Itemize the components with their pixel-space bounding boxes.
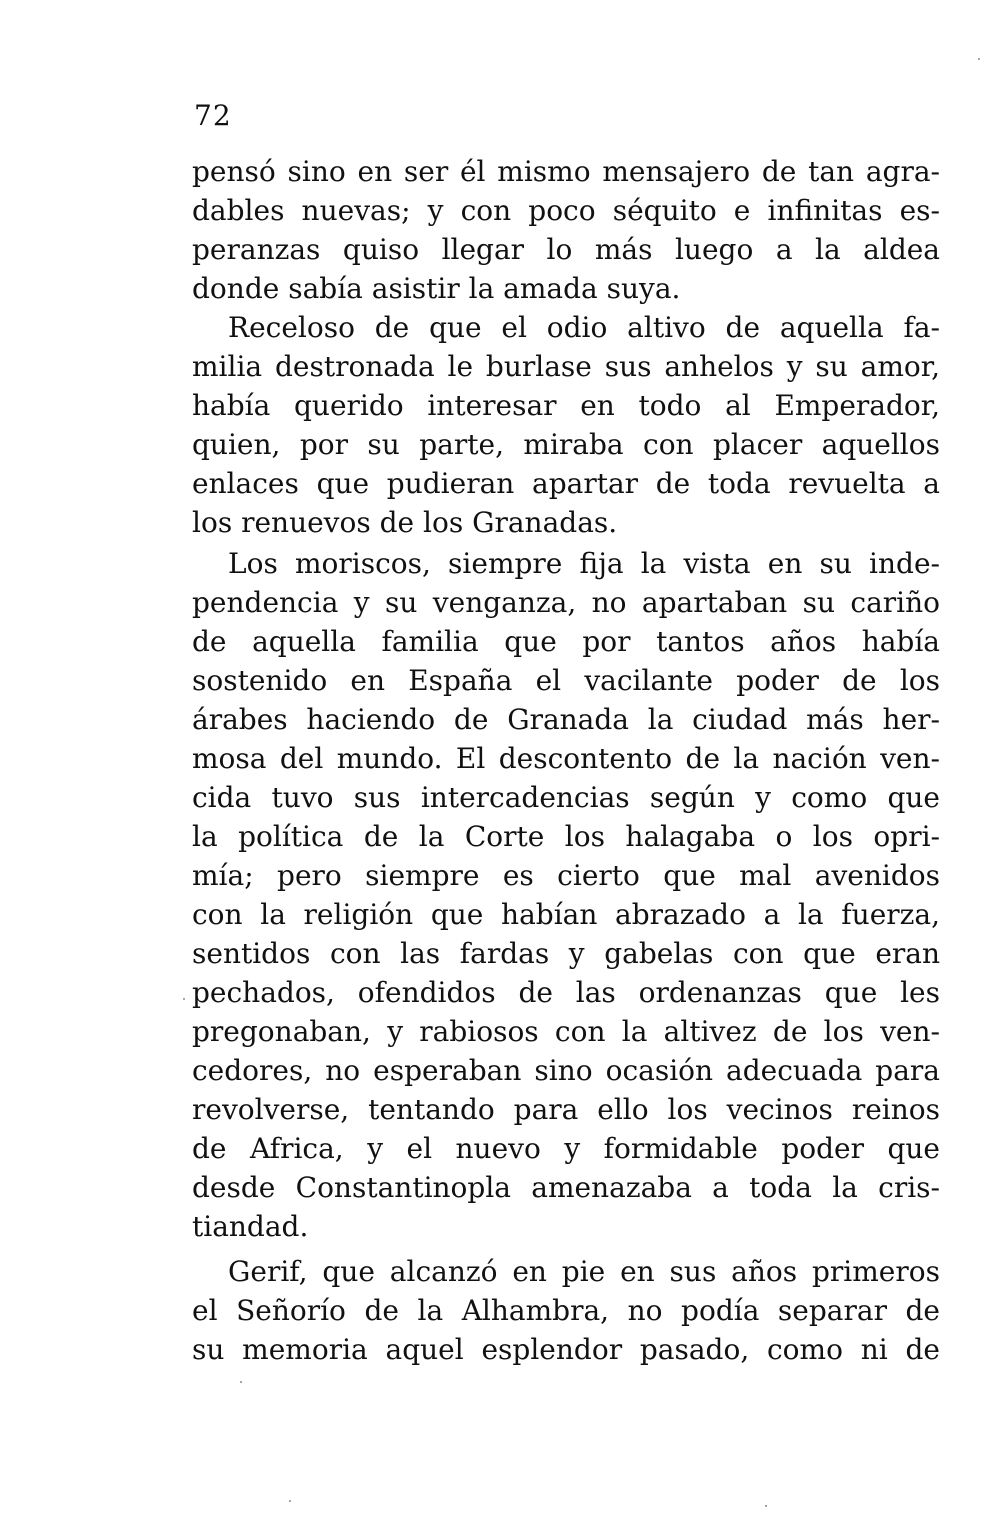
scan-speck	[183, 998, 185, 1000]
paragraph-start-line: Gerif, que alcanzó en pie en sus años primeros	[228, 1255, 940, 1288]
scan-speck	[240, 1381, 242, 1383]
text-line: la política de la Corte los halagaba o los opri-	[192, 820, 940, 853]
text-line: el Señorío de la Alhambra, no podía separar de	[192, 1294, 940, 1327]
paragraph-start-line: Los moriscos, siempre fija la vista en su inde-	[228, 547, 940, 580]
text-line: desde Constantinopla amenazaba a toda la cris-	[192, 1171, 940, 1204]
text-line: cida tuvo sus intercadencias según y como que	[192, 781, 940, 814]
text-line: mosa del mundo. El descontento de la nación ven-	[192, 742, 940, 775]
text-line: sostenido en España el vacilante poder de los	[192, 664, 940, 697]
paragraph-end-line: los renuevos de los Granadas.	[192, 506, 618, 539]
scan-speck	[765, 1505, 767, 1507]
scan-speck	[978, 58, 980, 60]
text-line: peranzas quiso llegar lo más luego a la aldea	[192, 233, 940, 266]
text-line: pechados, ofendidos de las ordenanzas que les	[192, 976, 940, 1009]
text-line: enlaces que pudieran apartar de toda revuelta a	[192, 467, 940, 500]
text-line: pendencia y su venganza, no apartaban su cariño	[192, 586, 940, 619]
text-line: de aquella familia que por tantos años había	[192, 625, 940, 658]
text-line: mía; pero siempre es cierto que mal avenidos	[192, 859, 940, 892]
paragraph-start-line: Receloso de que el odio altivo de aquella fa-	[228, 311, 940, 344]
text-line: con la religión que habían abrazado a la fuerza,	[192, 898, 940, 931]
text-line: milia destronada le burlase sus anhelos y su amor,	[192, 350, 940, 383]
text-line: pensó sino en ser él mismo mensajero de tan agra-	[192, 155, 940, 188]
text-line: su memoria aquel esplendor pasado, como ni de	[192, 1333, 940, 1366]
text-line: pregonaban, y rabiosos con la altivez de los ven-	[192, 1015, 940, 1048]
text-line: de Africa, y el nuevo y formidable poder que	[192, 1132, 940, 1165]
text-line: dables nuevas; y con poco séquito e infinitas es-	[192, 194, 940, 227]
paragraph-end-line: tiandad.	[192, 1210, 309, 1243]
text-line: cedores, no esperaban sino ocasión adecuada para	[192, 1054, 940, 1087]
text-line: árabes haciendo de Granada la ciudad más her-	[192, 703, 940, 736]
text-line: había querido interesar en todo al Emperador,	[192, 389, 940, 422]
text-line: quien, por su parte, miraba con placer aquellos	[192, 428, 940, 461]
text-line: sentidos con las fardas y gabelas con que eran	[192, 937, 940, 970]
scan-speck	[289, 1500, 291, 1502]
paragraph-end-line: donde sabía asistir la amada suya.	[192, 272, 681, 305]
text-line: revolverse, tentando para ello los vecinos reinos	[192, 1093, 940, 1126]
page-number: 72	[194, 99, 232, 132]
